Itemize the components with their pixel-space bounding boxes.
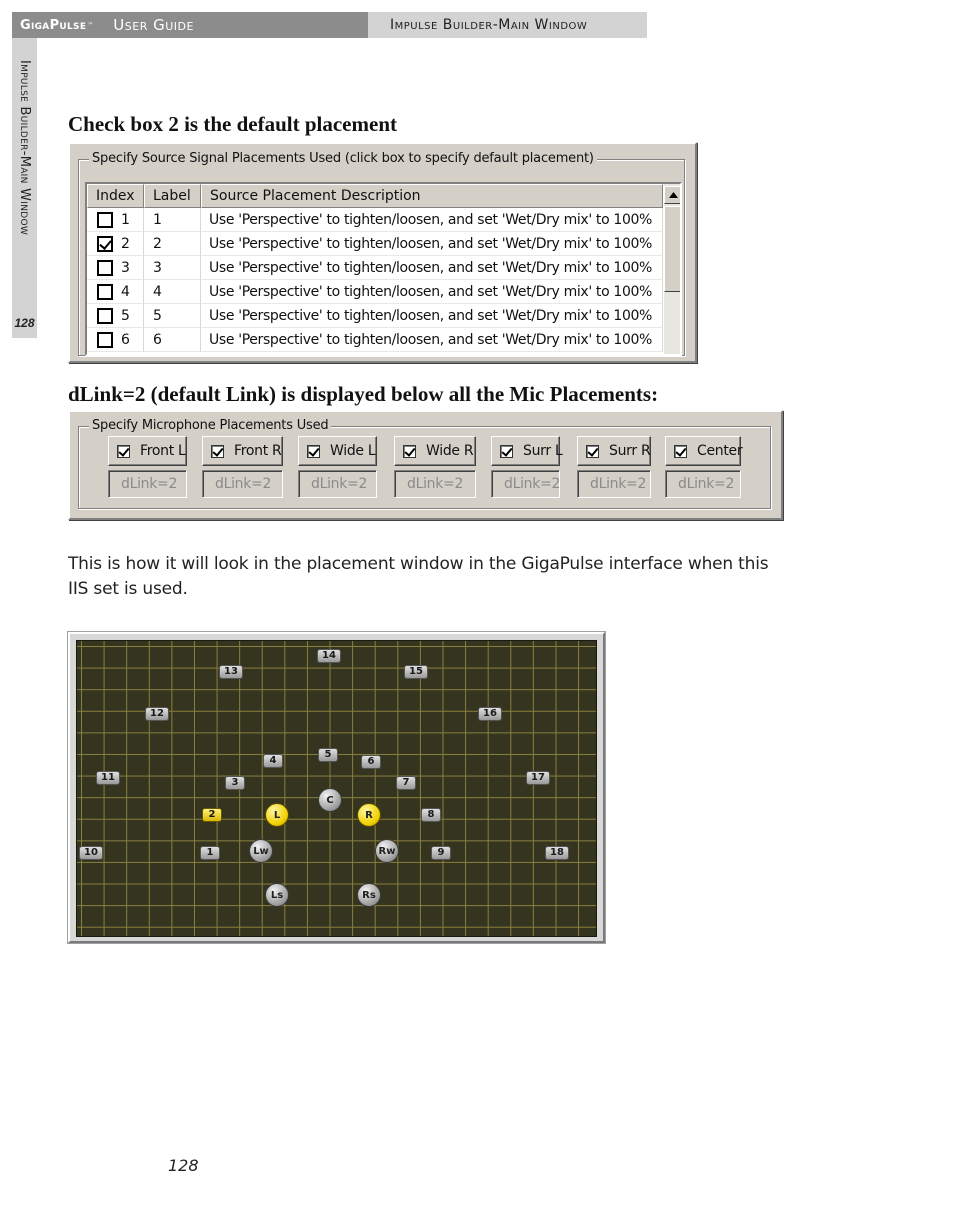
list-scrollbar[interactable] — [664, 184, 682, 356]
list-item[interactable] — [87, 304, 663, 328]
index-cell — [87, 256, 144, 280]
list-item[interactable] — [87, 328, 663, 352]
mic-toggle-wide-r[interactable] — [394, 436, 476, 466]
source-marker-15[interactable]: 15 — [404, 665, 428, 679]
mic-label: Front R — [234, 443, 282, 459]
trademark: ™ — [87, 21, 94, 29]
mic-toggle-wide-l[interactable] — [298, 436, 377, 466]
list-item[interactable] — [87, 256, 663, 280]
description-cell: Use 'Perspective' to tighten/loosen, and set 'Wet/Dry mix' to 100% — [201, 256, 663, 280]
brand-name: GigaPulse — [20, 17, 87, 33]
index-value: 3 — [121, 259, 130, 276]
source-marker-4[interactable]: 4 — [263, 754, 283, 768]
mic-label: Center — [697, 443, 743, 459]
column-index[interactable]: Index — [87, 184, 144, 208]
default-placement-checkbox[interactable] — [97, 308, 113, 324]
mic-checkbox[interactable] — [500, 445, 513, 458]
default-placement-checkbox[interactable] — [97, 284, 113, 300]
heading-default-placement: Check box 2 is the default placement — [68, 112, 397, 136]
source-marker-14[interactable]: 14 — [317, 649, 341, 663]
mic-toggle-surr-r[interactable] — [577, 436, 651, 466]
description-cell: Use 'Perspective' to tighten/loosen, and set 'Wet/Dry mix' to 100% — [201, 232, 663, 256]
mic-checkbox[interactable] — [403, 445, 416, 458]
scroll-thumb[interactable] — [664, 206, 682, 292]
mic-marker-c[interactable]: C — [318, 788, 342, 812]
index-cell — [87, 328, 144, 352]
column-label[interactable]: Label — [144, 184, 201, 208]
default-placement-checkbox[interactable] — [97, 260, 113, 276]
mic-label: Wide L — [330, 443, 376, 459]
source-placements-list[interactable] — [85, 182, 682, 356]
dlink-field: dLink=2 — [298, 470, 377, 498]
list-header — [87, 184, 663, 208]
mic-marker-lw[interactable]: Lw — [249, 839, 273, 863]
mic-toggle-center[interactable] — [665, 436, 741, 466]
mic-label: Surr R — [609, 443, 651, 459]
mic-placements-window — [68, 410, 783, 520]
source-marker-2[interactable]: 2 — [202, 808, 222, 822]
index-cell — [87, 280, 144, 304]
index-value: 4 — [121, 283, 130, 300]
mic-marker-l[interactable]: L — [265, 803, 289, 827]
description-cell: Use 'Perspective' to tighten/loosen, and set 'Wet/Dry mix' to 100% — [201, 208, 663, 232]
label-cell: 2 — [144, 232, 201, 256]
mic-checkbox[interactable] — [211, 445, 224, 458]
mic-label: Surr L — [523, 443, 563, 459]
mic-checkbox[interactable] — [586, 445, 599, 458]
source-marker-16[interactable]: 16 — [478, 707, 502, 721]
description-cell: Use 'Perspective' to tighten/loosen, and set 'Wet/Dry mix' to 100% — [201, 280, 663, 304]
mic-marker-rw[interactable]: Rw — [375, 839, 399, 863]
mic-group-title: Specify Microphone Placements Used — [89, 418, 331, 433]
column-description[interactable]: Source Placement Description — [201, 184, 663, 208]
mic-checkbox[interactable] — [674, 445, 687, 458]
source-marker-12[interactable]: 12 — [145, 707, 169, 721]
label-cell: 3 — [144, 256, 201, 280]
mic-marker-rs[interactable]: Rs — [357, 883, 381, 907]
dlink-field: dLink=2 — [577, 470, 651, 498]
source-marker-6[interactable]: 6 — [361, 755, 381, 769]
source-marker-3[interactable]: 3 — [225, 776, 245, 790]
index-value: 6 — [121, 331, 130, 348]
mic-marker-ls[interactable]: Ls — [265, 883, 289, 907]
mic-toggle-front-l[interactable] — [108, 436, 187, 466]
dlink-field: dLink=2 — [108, 470, 187, 498]
dlink-field: dLink=2 — [202, 470, 283, 498]
mic-label: Front L — [140, 443, 186, 459]
source-marker-5[interactable]: 5 — [318, 748, 338, 762]
list-item[interactable] — [87, 280, 663, 304]
mic-label: Wide R — [426, 443, 474, 459]
source-marker-18[interactable]: 18 — [545, 846, 569, 860]
index-value: 1 — [121, 211, 130, 228]
mic-toggle-surr-l[interactable] — [491, 436, 563, 466]
placement-grid[interactable] — [76, 640, 597, 937]
source-marker-13[interactable]: 13 — [219, 665, 243, 679]
source-marker-11[interactable]: 11 — [96, 771, 120, 785]
dlink-field: dLink=2 — [394, 470, 476, 498]
source-marker-8[interactable]: 8 — [421, 808, 441, 822]
source-marker-9[interactable]: 9 — [431, 846, 451, 860]
mic-marker-r[interactable]: R — [357, 803, 381, 827]
description-paragraph: This is how it will look in the placement window in the GigaPulse interface when this IIS set is used. — [68, 554, 769, 599]
list-item[interactable] — [87, 208, 663, 232]
index-value: 2 — [121, 235, 130, 252]
mic-checkbox[interactable] — [117, 445, 130, 458]
index-cell — [87, 304, 144, 328]
label-cell: 4 — [144, 280, 201, 304]
index-cell — [87, 232, 144, 256]
side-tab-page: 128 — [14, 316, 35, 330]
guide-title: User Guide — [113, 16, 194, 34]
list-item[interactable] — [87, 232, 663, 256]
source-marker-10[interactable]: 10 — [79, 846, 103, 860]
description-cell: Use 'Perspective' to tighten/loosen, and set 'Wet/Dry mix' to 100% — [201, 304, 663, 328]
description-cell: Use 'Perspective' to tighten/loosen, and set 'Wet/Dry mix' to 100% — [201, 328, 663, 352]
scroll-up-button[interactable] — [664, 186, 682, 204]
source-marker-17[interactable]: 17 — [526, 771, 550, 785]
header-section: Impulse Builder-Main Window — [368, 12, 647, 38]
source-marker-1[interactable]: 1 — [200, 846, 220, 860]
label-cell: 1 — [144, 208, 201, 232]
arrow-up-icon — [669, 192, 678, 198]
footer-page-number: 128 — [168, 1156, 199, 1175]
mic-checkbox[interactable] — [307, 445, 320, 458]
source-group-title: Specify Source Signal Placements Used (click box to specify default placement) — [89, 151, 597, 166]
dlink-field: dLink=2 — [491, 470, 560, 498]
mic-toggle-front-r[interactable] — [202, 436, 283, 466]
default-placement-checkbox[interactable] — [97, 212, 113, 228]
label-cell: 5 — [144, 304, 201, 328]
header-brand-bar — [12, 12, 368, 38]
index-cell — [87, 208, 144, 232]
source-placements-window — [68, 142, 697, 363]
heading-dlink: dLink=2 (default Link) is displayed below all the Mic Placements: — [68, 382, 659, 406]
source-marker-7[interactable]: 7 — [396, 776, 416, 790]
default-placement-checkbox[interactable] — [97, 332, 113, 348]
placement-window — [68, 632, 605, 943]
side-tab-section: Impulse Builder-Main Window — [17, 60, 32, 236]
default-placement-checkbox[interactable] — [97, 236, 113, 252]
dlink-field: dLink=2 — [665, 470, 741, 498]
index-value: 5 — [121, 307, 130, 324]
label-cell: 6 — [144, 328, 201, 352]
